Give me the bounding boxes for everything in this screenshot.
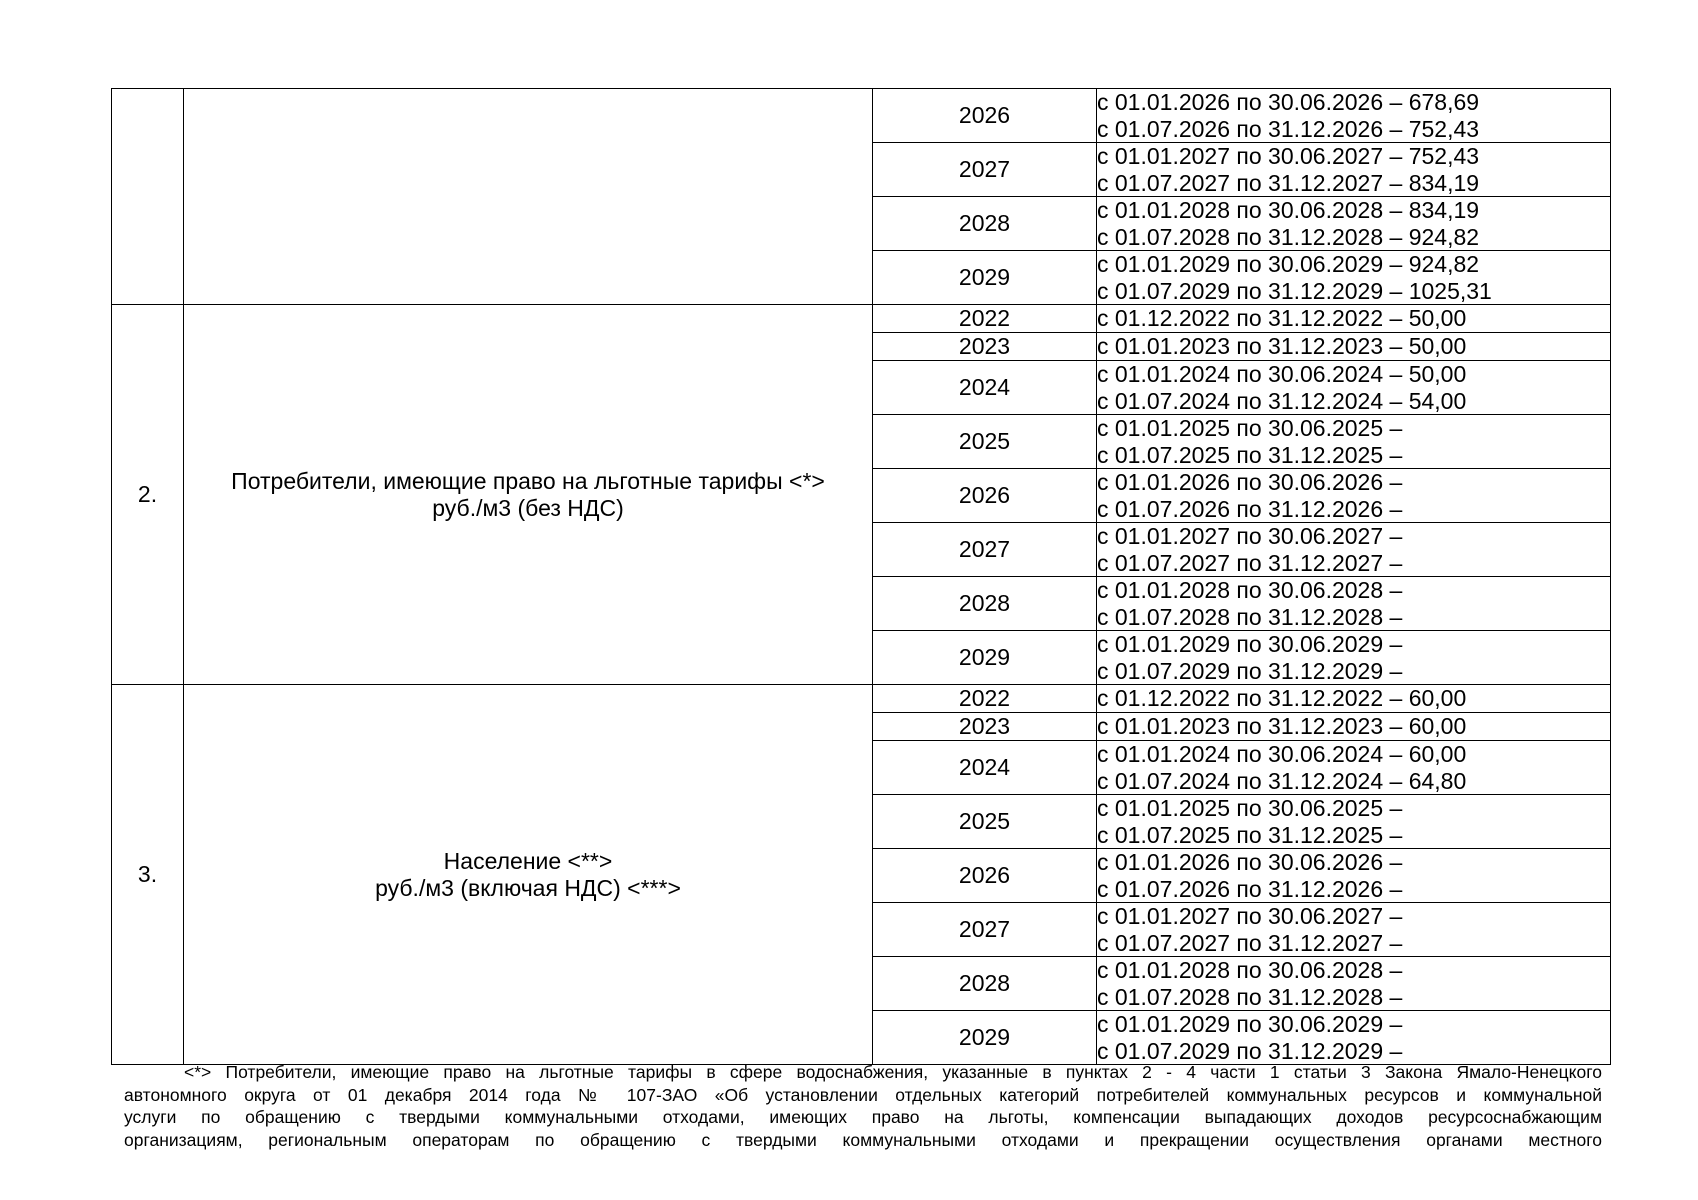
tariff-period-line: с 01.07.2024 по 31.12.2024 – 54,00 [1097,387,1467,414]
year-cell: 2025 [873,415,1097,469]
year-cell: 2027 [873,143,1097,197]
year-cell: 2023 [873,713,1097,741]
tariff-period-line: с 01.01.2029 по 30.06.2029 – 924,82 [1097,251,1480,277]
tariff-period-line: с 01.01.2025 по 30.06.2025 – [1097,415,1403,441]
tariff-period-line: с 01.01.2028 по 30.06.2028 – 834,19 [1097,197,1480,223]
tariff-period-line: с 01.01.2028 по 30.06.2028 – [1097,577,1403,603]
tariff-period-line: с 01.07.2028 по 31.12.2028 – 924,82 [1097,223,1480,250]
tariff-period-line: с 01.01.2026 по 30.06.2026 – [1097,849,1403,875]
consumer-category-cell [184,685,873,1065]
footnote-line: организациям, региональным операторам по обращению с твердыми коммунальными отходами и прекращении осуществления органами местного [124,1129,1602,1150]
tariff-period-line: с 01.07.2027 по 31.12.2027 – 834,19 [1097,169,1480,196]
footnote-line: услуги по обращению с твердыми коммунальными отходами, имеющих право на льготы, компенсации выпадающих доходов ресурсоснабжающим [124,1107,1602,1127]
table-row [112,305,1611,333]
tariff-period-line: с 01.07.2029 по 31.12.2029 – 1025,31 [1097,277,1492,304]
tariff-table [111,88,1611,1065]
table-row [112,89,1611,143]
tariff-period-cell [1097,361,1611,415]
tariff-period-cell [1097,415,1611,469]
tariff-period-line: с 01.07.2028 по 31.12.2028 – [1097,603,1403,630]
tariff-period-cell [1097,903,1611,957]
tariff-period-cell [1097,197,1611,251]
tariff-period-cell [1097,795,1611,849]
tariff-period-line: с 01.07.2029 по 31.12.2029 – [1097,657,1403,684]
consumer-category-line: руб./м3 (без НДС) [432,494,624,521]
consumer-category-line: Потребители, имеющие право на льготные тарифы <*> [231,467,825,494]
year-cell: 2022 [873,305,1097,333]
tariff-period-line: с 01.01.2026 по 30.06.2026 – 678,69 [1097,89,1480,115]
tariff-period-cell [1097,631,1611,685]
tariff-period-line: с 01.01.2026 по 30.06.2026 – [1097,469,1403,495]
consumer-category-cell [184,305,873,685]
year-cell: 2029 [873,631,1097,685]
year-cell: 2026 [873,89,1097,143]
tariff-period-line: с 01.07.2027 по 31.12.2027 – [1097,929,1403,956]
tariff-period-cell [1097,577,1611,631]
tariff-period-line: с 01.12.2022 по 31.12.2022 – 50,00 [1097,305,1467,332]
consumer-category-cell [184,89,873,305]
tariff-period-line: с 01.01.2029 по 30.06.2029 – [1097,1011,1403,1037]
tariff-period-cell [1097,523,1611,577]
tariff-period-line: с 01.01.2024 по 30.06.2024 – 60,00 [1097,741,1467,767]
tariff-period-cell [1097,713,1611,741]
row-number-cell: 3. [112,685,184,1065]
tariff-period-line: с 01.07.2026 по 31.12.2026 – [1097,495,1403,522]
year-cell: 2023 [873,333,1097,361]
tariff-period-line: с 01.07.2026 по 31.12.2026 – [1097,875,1403,902]
tariff-period-cell [1097,333,1611,361]
tariff-period-cell [1097,143,1611,197]
tariff-period-cell [1097,251,1611,305]
tariff-period-line: с 01.01.2027 по 30.06.2027 – [1097,903,1403,929]
tariff-period-cell [1097,1011,1611,1065]
year-cell: 2025 [873,795,1097,849]
footnote-line: <*> Потребители, имеющие право на льготные тарифы в сфере водоснабжения, указанные в пунктах 2 - 4 части 1 статьи 3 Закона Ямало-Ненецкого [184,1062,1602,1082]
year-cell: 2024 [873,361,1097,415]
tariff-period-line: с 01.07.2025 по 31.12.2025 – [1097,821,1403,848]
row-number-cell: 2. [112,305,184,685]
tariff-period-line: с 01.01.2025 по 30.06.2025 – [1097,795,1403,821]
year-cell: 2027 [873,523,1097,577]
tariff-period-line: с 01.01.2028 по 30.06.2028 – [1097,957,1403,983]
year-cell: 2028 [873,197,1097,251]
footnote-line: автономного округа от 01 декабря 2014 года № 107-ЗАО «Об установлении отдельных категорий потребителей коммунальных ресурсов и коммунальной [124,1084,1602,1105]
tariff-period-line: с 01.07.2027 по 31.12.2027 – [1097,549,1403,576]
tariff-period-cell [1097,849,1611,903]
year-cell: 2029 [873,251,1097,305]
tariff-table-body [112,89,1611,1065]
year-cell: 2022 [873,685,1097,713]
tariff-period-line: с 01.01.2023 по 31.12.2023 – 50,00 [1097,333,1467,360]
consumer-category-line: руб./м3 (включая НДС) <***> [375,874,681,901]
year-cell: 2027 [873,903,1097,957]
tariff-period-line: с 01.07.2028 по 31.12.2028 – [1097,983,1403,1010]
tariff-period-line: с 01.07.2025 по 31.12.2025 – [1097,441,1403,468]
year-cell: 2028 [873,577,1097,631]
tariff-period-line: с 01.01.2027 по 30.06.2027 – [1097,523,1403,549]
tariff-period-line: с 01.01.2024 по 30.06.2024 – 50,00 [1097,361,1467,387]
tariff-period-cell [1097,957,1611,1011]
year-cell: 2026 [873,469,1097,523]
tariff-period-line: с 01.01.2023 по 31.12.2023 – 60,00 [1097,713,1467,740]
year-cell: 2029 [873,1011,1097,1065]
year-cell: 2026 [873,849,1097,903]
tariff-period-line: с 01.12.2022 по 31.12.2022 – 60,00 [1097,685,1467,712]
tariff-period-line: с 01.07.2024 по 31.12.2024 – 64,80 [1097,767,1467,794]
tariff-period-cell [1097,89,1611,143]
table-row [112,685,1611,713]
tariff-period-line: с 01.07.2029 по 31.12.2029 – [1097,1037,1403,1064]
year-cell: 2028 [873,957,1097,1011]
tariff-period-line: с 01.01.2027 по 30.06.2027 – 752,43 [1097,143,1480,169]
tariff-period-line: с 01.07.2026 по 31.12.2026 – 752,43 [1097,115,1480,142]
tariff-period-cell [1097,469,1611,523]
tariff-period-cell [1097,305,1611,333]
footnote [124,1061,1602,1151]
tariff-period-cell [1097,685,1611,713]
tariff-period-cell [1097,741,1611,795]
tariff-period-line: с 01.01.2029 по 30.06.2029 – [1097,631,1403,657]
year-cell: 2024 [873,741,1097,795]
consumer-category-line: Население <**> [443,847,613,874]
row-number-cell [112,89,184,305]
